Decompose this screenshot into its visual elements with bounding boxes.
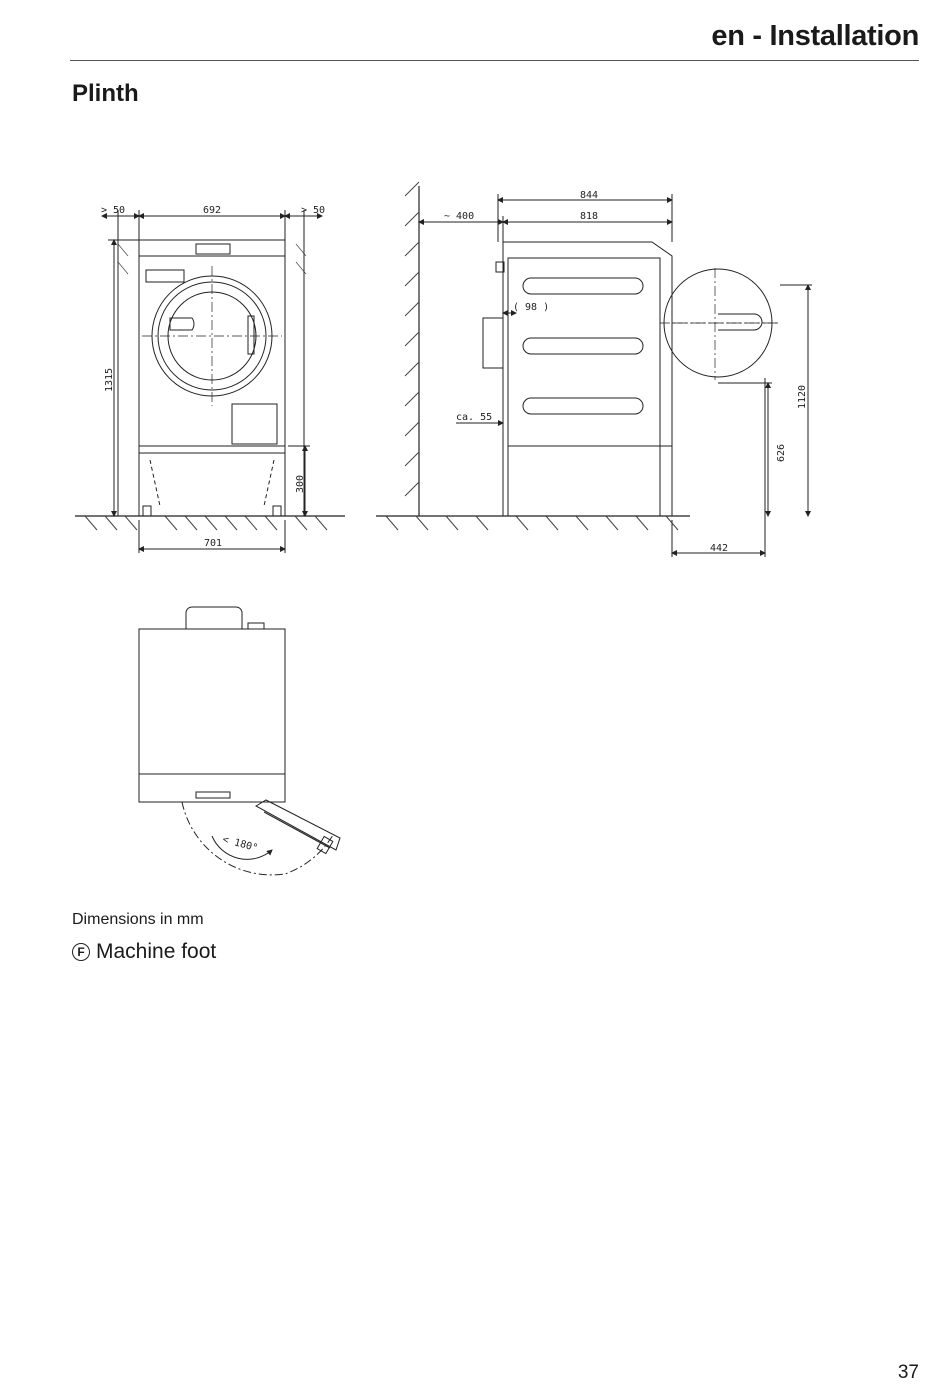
dim-door-offset: ( 98 ) xyxy=(513,302,550,313)
page-number: 37 xyxy=(897,1362,919,1383)
front-view xyxy=(75,210,345,553)
dryer-top-body xyxy=(139,629,285,774)
plinth-side xyxy=(508,446,660,516)
section-header: en - Installation xyxy=(711,20,919,52)
dim-wall-distance: ~ 400 xyxy=(444,211,475,222)
top-view-labels xyxy=(221,834,259,854)
dryer-side-body xyxy=(508,258,660,446)
legend-machine-foot xyxy=(72,940,216,964)
dim-clear-right: > 50 xyxy=(301,205,326,216)
dim-height: 1315 xyxy=(104,367,115,392)
dim-door-center-height: 626 xyxy=(776,443,787,462)
floor-hatching xyxy=(85,516,327,530)
dim-door-swing: 442 xyxy=(710,543,729,554)
dim-depth-total: 844 xyxy=(580,190,599,201)
dim-door-top-height: 1120 xyxy=(797,384,808,409)
plinth-front xyxy=(139,446,285,516)
side-view xyxy=(376,182,812,557)
dim-plinth-height: 300 xyxy=(295,474,306,493)
dimensions-note: Dimensions in mm xyxy=(72,911,204,928)
legend-marker-icon: F xyxy=(72,943,90,961)
legend-label: Machine foot xyxy=(96,940,217,963)
dim-clear-left: > 50 xyxy=(101,205,126,216)
dim-foot-offset: ca. 55 xyxy=(456,412,493,423)
page-title: Plinth xyxy=(72,80,139,107)
dim-width: 692 xyxy=(203,205,222,216)
front-view-labels xyxy=(101,205,325,549)
dim-door-angle: < 180° xyxy=(221,834,259,855)
side-view-labels xyxy=(444,190,808,554)
top-view xyxy=(139,607,340,875)
dim-depth: 818 xyxy=(580,211,599,222)
dim-base-width: 701 xyxy=(204,538,223,549)
